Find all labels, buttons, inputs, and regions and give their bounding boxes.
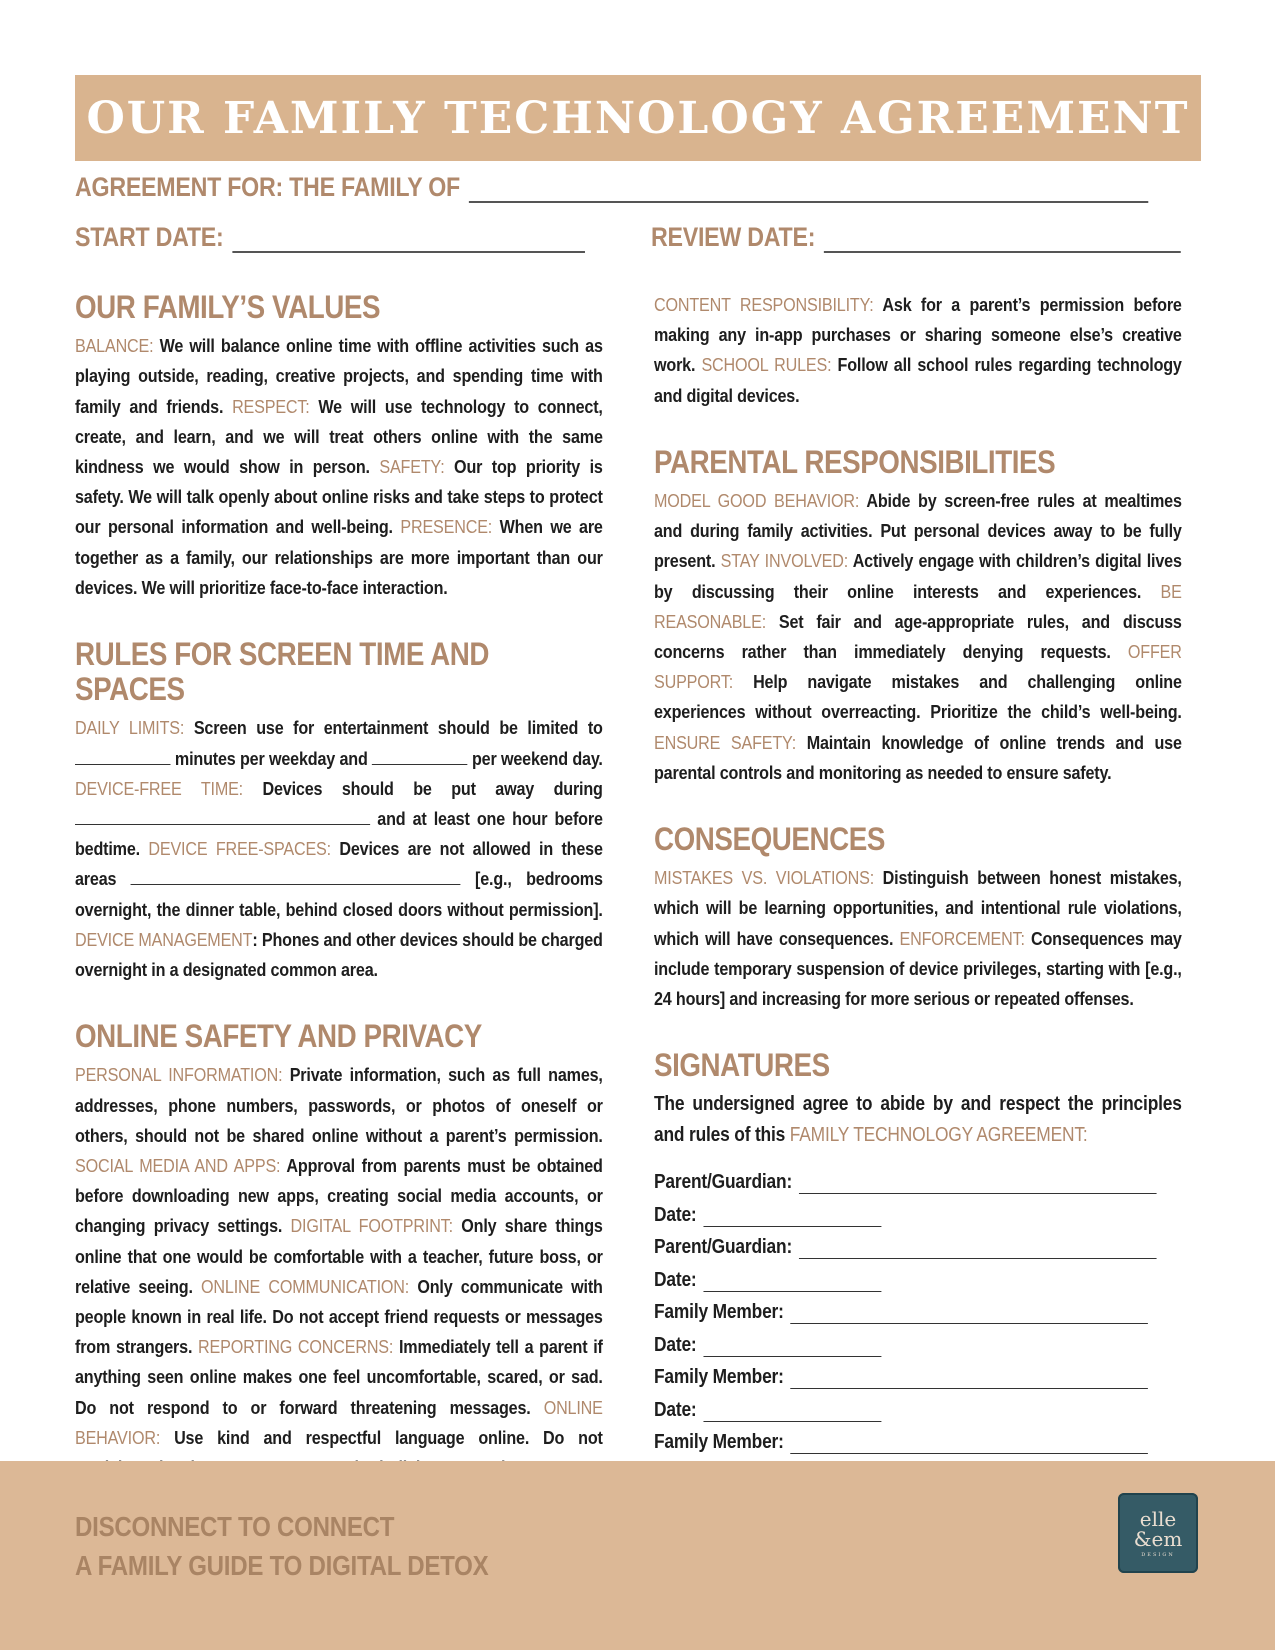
date-row	[654, 1194, 1182, 1227]
safety-label: SAFETY:	[379, 456, 445, 477]
start-date-field	[75, 222, 585, 253]
daily-limits-text: Screen use for entertainment should be limited to	[184, 717, 603, 739]
signatures-heading: SIGNATURES	[654, 1047, 830, 1084]
device-free-time-text-2: and at least one hour before bedtime.	[75, 808, 603, 860]
review-date-field	[651, 222, 1181, 253]
online-communication-label: ONLINE COMMUNICATION:	[201, 1275, 410, 1297]
privacy-heading: ONLINE SAFETY AND PRIVACY	[75, 1018, 482, 1055]
daily-limits-label: DAILY LIMITS:	[75, 717, 185, 739]
respect-label: RESPECT:	[232, 395, 310, 417]
reporting-concerns-text: Immediately tell a parent if anything seen online makes one feel uncomfortable, scared, or sad. Do not respond to or forward threatening messages.	[75, 1336, 603, 1418]
signature-label: Parent/Guardian:	[654, 1171, 793, 1194]
signature-line[interactable]	[799, 1173, 1157, 1194]
logo-line-1: elle	[1139, 1506, 1177, 1531]
title-banner	[75, 75, 1201, 161]
presence-label: PRESENCE:	[400, 516, 493, 538]
left-column	[75, 290, 603, 1483]
signature-row	[654, 1422, 1182, 1455]
stay-involved-label: STAY INVOLVED:	[720, 550, 849, 572]
school-rules-text: Follow all school rules regarding technology and digital devices.	[654, 354, 1182, 406]
balance-label: BALANCE:	[75, 335, 154, 357]
signature-line[interactable]	[799, 1238, 1157, 1259]
device-free-time-label: DEVICE-FREE TIME:	[75, 777, 243, 799]
logo-line-3: DESIGN	[1141, 1551, 1175, 1558]
footer-tagline-2: A FAMILY GUIDE TO DIGITAL DETOX	[75, 1550, 489, 1581]
model-good-behavior-text: Abide by screen-free rules at mealtimes and during family activities. Put personal devices away to be fully present.	[654, 490, 1182, 572]
weekend-minutes-blank[interactable]	[372, 746, 467, 765]
consequences-text	[654, 863, 1182, 1014]
date-label: Date:	[654, 1398, 697, 1421]
signatures-intro-text: The undersigned agree to abide by and respect the principles and rules of this	[654, 1093, 1182, 1146]
device-management-text: : Phones and other devices should be charged overnight in a designated common area.	[75, 928, 603, 981]
right-column	[654, 290, 1182, 1487]
date-line[interactable]	[703, 1336, 881, 1357]
personal-information-text: Private information, such as full names, addresses, phone numbers, passwords, or photos of oneself or others, should not be shared online without a parent’s permission.	[75, 1064, 603, 1146]
start-date-label: START DATE:	[75, 222, 224, 252]
device-free-spaces-blank[interactable]	[131, 866, 461, 885]
model-good-behavior-label: MODEL GOOD BEHAVIOR:	[654, 490, 860, 511]
offer-support-text: Help navigate mistakes and challenging online experiences without overreacting. Prioritize the child’s well-being.	[654, 671, 1182, 723]
signature-line[interactable]	[791, 1433, 1149, 1454]
be-reasonable-label: BE REASONABLE:	[654, 580, 1182, 632]
signature-label: Parent/Guardian:	[654, 1236, 793, 1259]
date-row	[654, 1324, 1182, 1357]
signature-row	[654, 1162, 1182, 1195]
signatures-intro-label: FAMILY TECHNOLOGY AGREEMENT:	[789, 1123, 1088, 1146]
signature-row	[654, 1292, 1182, 1325]
date-line[interactable]	[703, 1206, 881, 1227]
consequences-heading: CONSEQUENCES	[654, 821, 885, 858]
privacy-text-continued	[654, 290, 1182, 411]
device-free-spaces-label: DEVICE FREE-SPACES:	[148, 838, 331, 860]
values-heading: OUR FAMILY’S VALUES	[75, 289, 381, 325]
date-line[interactable]	[703, 1401, 881, 1422]
start-date-line[interactable]	[232, 229, 585, 253]
rules-text	[75, 713, 603, 985]
review-date-label: REVIEW DATE:	[651, 222, 816, 252]
signature-label: Family Member:	[654, 1366, 784, 1389]
be-reasonable-text: Set fair and age-appropriate rules, and discuss concerns rather than immediately denying requests.	[654, 610, 1182, 663]
social-media-label: SOCIAL MEDIA AND APPS:	[75, 1155, 281, 1177]
footer-tagline-1: DISCONNECT TO CONNECT	[75, 1511, 395, 1542]
digital-footprint-label: DIGITAL FOOTPRINT:	[290, 1215, 453, 1237]
content-responsibility-text: Ask for a parent’s permission before making any in-app purchases or sharing someone else’s creative work.	[654, 294, 1182, 376]
date-line[interactable]	[703, 1271, 881, 1292]
ensure-safety-text: Maintain knowledge of online trends and use parental controls and monitoring as needed to ensure safety.	[654, 731, 1182, 783]
school-rules-label: SCHOOL RULES:	[701, 354, 832, 376]
content-responsibility-label: CONTENT RESPONSIBILITY:	[654, 294, 874, 315]
device-free-spaces-text-2: [e.g., bedrooms overnight, the dinner table, behind closed doors without permission].	[75, 868, 603, 920]
date-row	[654, 1259, 1182, 1292]
signature-label: Family Member:	[654, 1301, 784, 1324]
date-label: Date:	[654, 1203, 697, 1226]
logo-line-2: &em	[1133, 1526, 1183, 1551]
signature-block	[654, 1162, 1182, 1487]
device-free-time-text: Devices should be put away during	[242, 777, 603, 799]
page-title: OUR FAMILY TECHNOLOGY AGREEMENT	[86, 92, 1190, 144]
agreement-for-line[interactable]	[469, 179, 1148, 203]
stay-involved-text: Actively engage with children’s digital lives by discussing their online interests and experiences.	[654, 550, 1182, 602]
device-management-label: DEVICE MANAGEMENT	[75, 928, 253, 950]
online-behavior-label: ONLINE BEHAVIOR:	[75, 1396, 603, 1448]
device-free-time-blank[interactable]	[75, 806, 370, 825]
safety-text: Our top priority is safety. We will talk openly about online risks and take steps to protect our personal information and well-being.	[75, 456, 603, 538]
digital-footprint-text: Only share things online that one would be comfortable with a teacher, future boss, or relative seeing.	[75, 1215, 603, 1297]
parental-text	[654, 486, 1182, 788]
ensure-safety-label: ENSURE SAFETY:	[654, 731, 797, 753]
brand-logo	[1118, 1493, 1198, 1573]
social-media-text: Approval from parents must be obtained before downloading new apps, creating social media accounts, or changing privacy settings.	[75, 1155, 603, 1237]
mistakes-violations-label: MISTAKES VS. VIOLATIONS:	[654, 867, 875, 889]
device-free-spaces-text: Devices are not allowed in these areas	[75, 838, 603, 890]
date-label: Date:	[654, 1268, 697, 1291]
online-communication-text: Only communicate with people known in real life. Do not accept friend requests or messages from strangers.	[75, 1275, 603, 1358]
online-behavior-text: Use kind and respectful language online. Do not	[174, 1426, 603, 1448]
parental-heading: PARENTAL RESPONSIBILITIES	[654, 443, 1056, 480]
presence-text: When we are together as a family, our relationships are more important than our devices. We will prioritize face-to-face interaction.	[75, 516, 603, 598]
daily-limits-text-2: minutes per weekday and	[170, 747, 373, 769]
respect-text: We will use technology to connect, create, and learn, and we will treat others online with the same kindness we would show in person.	[75, 395, 603, 477]
date-row	[654, 1389, 1182, 1422]
offer-support-label: OFFER SUPPORT:	[654, 641, 1182, 693]
signature-row	[654, 1357, 1182, 1390]
signatures-intro	[654, 1089, 1182, 1149]
daily-limits-text-3: per weekend day.	[467, 747, 603, 769]
privacy-text	[75, 1060, 603, 1483]
weekday-minutes-blank[interactable]	[75, 746, 170, 765]
personal-information-label: PERSONAL INFORMATION:	[75, 1064, 283, 1086]
signature-row	[654, 1227, 1182, 1260]
rules-heading: RULES FOR SCREEN TIME AND SPACES	[75, 636, 490, 708]
review-date-line[interactable]	[824, 229, 1181, 253]
enforcement-label: ENFORCEMENT:	[899, 927, 1025, 949]
signature-label: Family Member:	[654, 1431, 784, 1454]
balance-text: We will balance online time with offline activities such as playing outside, reading, creative projects, and spending time with family and friends.	[75, 335, 603, 417]
values-text	[75, 331, 603, 603]
mistakes-violations-text: Distinguish between honest mistakes, which will be learning opportunities, and intentional rule violations, which will have consequences.	[654, 867, 1182, 949]
date-label: Date:	[654, 1333, 697, 1356]
signature-line[interactable]	[791, 1303, 1149, 1324]
enforcement-text: Consequences may include temporary suspension of device privileges, starting with [e.g., 24 hours] and increasing for more serious or repeated offenses.	[654, 927, 1182, 1010]
signature-line[interactable]	[791, 1368, 1149, 1389]
footer-band	[0, 1461, 1275, 1650]
agreement-for-field	[75, 172, 1148, 203]
agreement-for-label: AGREEMENT FOR: THE FAMILY OF	[75, 172, 460, 202]
reporting-concerns-label: REPORTING CONCERNS:	[198, 1336, 394, 1358]
